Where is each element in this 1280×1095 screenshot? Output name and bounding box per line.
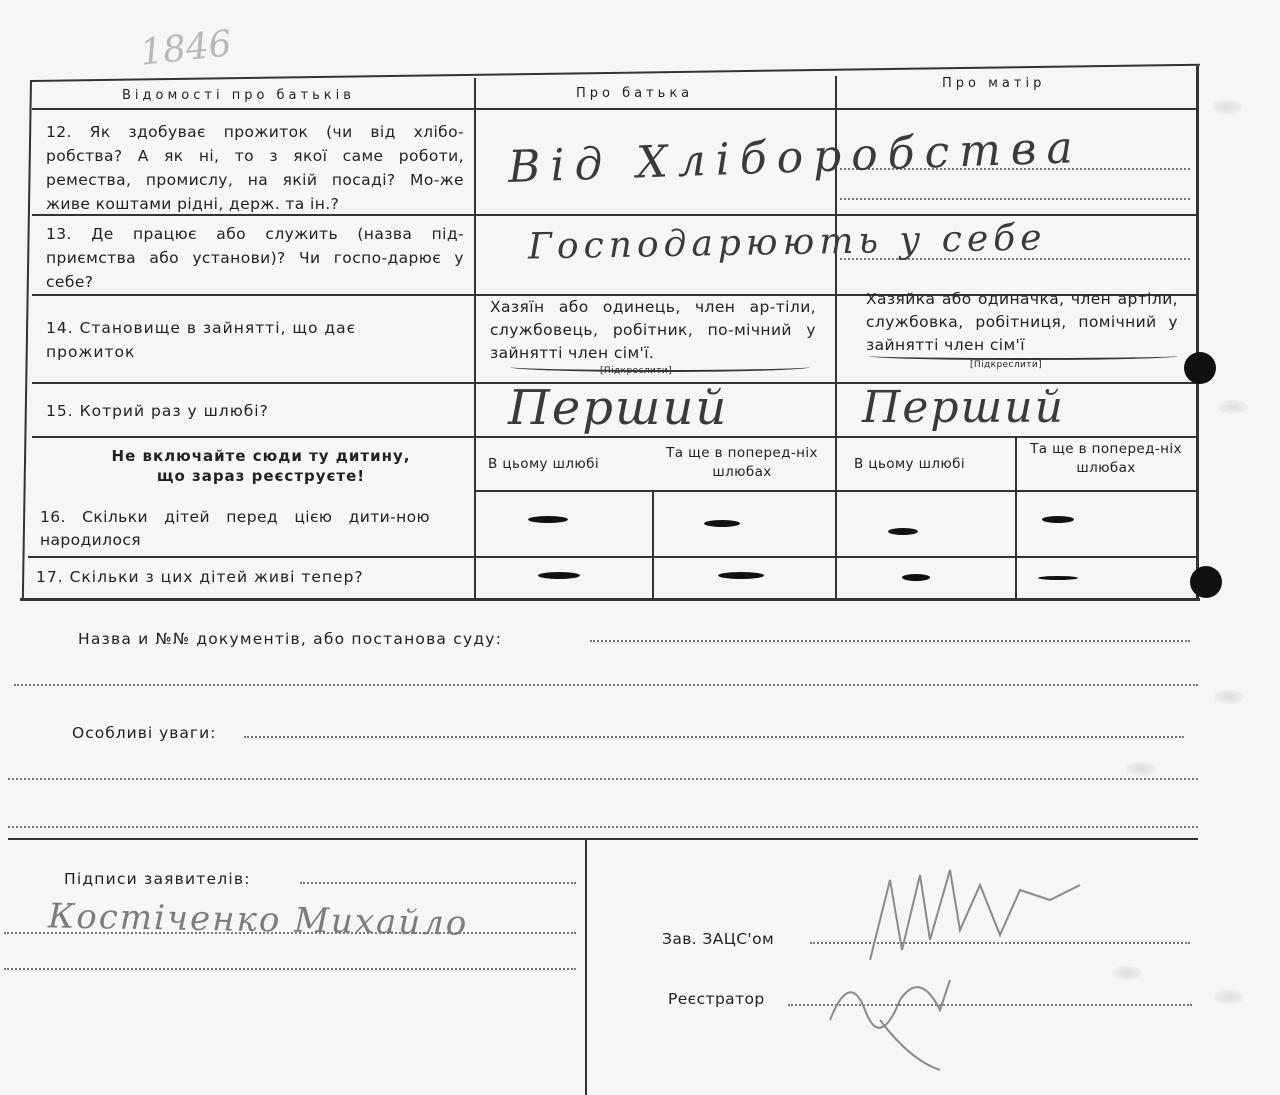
row17-father-prev-dash (718, 572, 764, 579)
row13-label: 13. Де працює або служить (назва під-приємства або установи)? Чи госпо-дарює у себе? (46, 225, 464, 291)
bottom-separator (8, 838, 1198, 840)
subheader-mother-prev-marriages: Та ще в поперед-ніх шлюбах (1030, 441, 1182, 476)
row16-mother-prev-dash (1042, 516, 1074, 523)
underline-stroke (510, 362, 810, 372)
row17-mother-prev-dash (1038, 576, 1078, 580)
notes-label: Особливі уваги: (72, 724, 217, 742)
row16-father-prev-dash (704, 520, 740, 527)
paper-wear (1212, 100, 1242, 114)
applicants-line (4, 968, 576, 970)
children-note: Не включайте сюди ту дитину, що зараз реєструєте! (111, 447, 411, 485)
subheader-father-this-marriage: В цьому шлюбі (488, 456, 600, 472)
row16-father-this-dash (528, 516, 568, 523)
documents-line (590, 640, 1190, 642)
head-signature (850, 860, 1120, 970)
notes-line (244, 736, 1184, 738)
notes-line (8, 826, 1198, 828)
applicant-signature: Костіченко Михайло (47, 896, 469, 944)
bottom-vertical (585, 840, 587, 1095)
row15-mother-answer: Перший (862, 382, 1065, 433)
documents-line (14, 684, 1198, 686)
punch-hole (1190, 566, 1222, 598)
applicants-label: Підписи заявителів: (64, 870, 251, 888)
registrar-label: Реєстратор (668, 990, 765, 1008)
archive-number: 1846 (138, 23, 234, 74)
paper-wear (1214, 690, 1244, 704)
header-parents-info: Відомості про батьків (122, 88, 355, 103)
subheader-mother-this-marriage: В цьому шлюбі (854, 456, 966, 472)
row14-father-options: Хазяїн або одинець, член ар-тіли, службовець, робітник, по-мічний у зайнятті член сім'ї. (490, 298, 816, 362)
row14-mother-underline-note: [Підкреслити] (970, 360, 1043, 370)
head-of-registry-label: Зав. ЗАЦС'ом (662, 930, 775, 948)
row17-father-this-dash (538, 572, 580, 579)
row16-label: 16. Скільки дітей перед цією дити-ною народилося (40, 508, 430, 549)
row13-father-answer: Господарюють у себе (527, 217, 1047, 268)
paper-wear (1214, 990, 1244, 1004)
documents-label: Назва и №№ документів, або постанова суду: (78, 630, 503, 648)
row14-mother-options: Хазяйка або одиначка, член артіли, службовка, робітниця, помічний у зайнятті член сім'ї (866, 290, 1178, 354)
paper-wear (1126, 762, 1156, 776)
underline-stroke (868, 352, 1178, 360)
paper-wear (1218, 400, 1248, 414)
row16-mother-this-dash (888, 528, 918, 535)
row12-label: 12. Як здобуває прожиток (чи від хлібо-робства? А як ні, то з якої саме роботи, ремества, промислу, на якій посаді? Мо-же живе коштами рідні, держ. та ін.? (46, 123, 464, 213)
header-mother: Про матір (942, 76, 1046, 91)
subheader-father-prev-marriages: Та ще в поперед-ніх шлюбах (666, 445, 818, 480)
row15-father-answer: Перший (508, 380, 729, 436)
row14-label: 14. Становище в зайнятті, що дає прожиток (46, 319, 357, 361)
paper-wear (1112, 966, 1142, 980)
row17-label: 17. Скільки з цих дітей живі тепер? (36, 568, 364, 586)
row14-father-underline-note: [Підкреслити] (600, 366, 673, 376)
row12-father-answer: Від Хліборобства (507, 121, 1084, 194)
header-father: Про батька (576, 86, 694, 101)
notes-line (8, 778, 1198, 780)
row17-mother-this-dash (902, 574, 930, 581)
row15-label: 15. Котрий раз у шлюбі? (46, 402, 269, 420)
applicants-line (300, 882, 576, 884)
registrar-signature (820, 960, 980, 1080)
applicants-line (4, 932, 576, 934)
punch-hole (1184, 352, 1216, 384)
